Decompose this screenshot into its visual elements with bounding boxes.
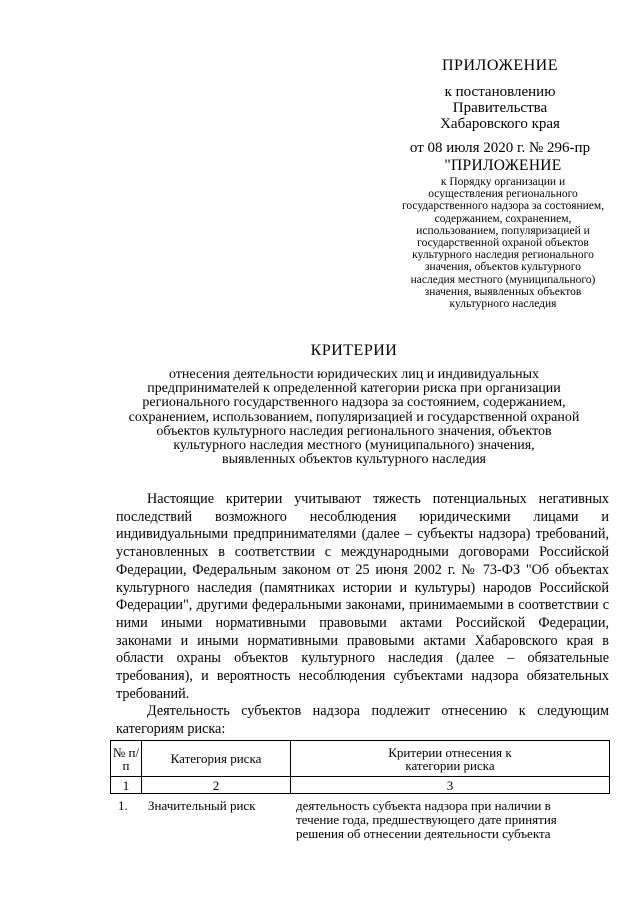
inner-appendix-line: культурного наследия xyxy=(449,298,557,311)
subtitle-line: культурного наследия местного (муниципального) значения, xyxy=(173,438,535,454)
subtitle-line: предпринимателей к определенной категории риска при организации xyxy=(147,381,561,397)
inner-appendix-line: государственного надзора за состоянием, xyxy=(401,200,605,213)
body-paragraph: Деятельность субъектов надзора подлежит отнесению к следующим категориям риска: xyxy=(116,703,609,737)
inner-appendix-line: государственной охраной объектов xyxy=(417,237,589,250)
criteria-line: течение года, предшествующего дате принятия xyxy=(296,812,557,827)
row-number: 1. xyxy=(118,798,128,813)
header-category: Категория риска xyxy=(142,741,291,777)
row-category: Значительный риск xyxy=(148,798,256,813)
inner-appendix-line: значения, выявленных объектов xyxy=(424,285,582,298)
body-paragraph: Настоящие критерии учитывают тяжесть потенциальных негативных последствий возможного несоблюдения юридическими лицами и индивидуальными предпринимателями (далее – субъекты надзора) требований, установленных в соответствии с международными договорами Российской Федерации, Федеральным законом от 25 июня 2002 г. № 73-ФЗ "Об объектах культурного наследия (памятниках истории и культуры) народов Российской Федерации", другими федеральными законами, принимаемыми в соответствии с ними иными нормативными правовыми актами Российской Федерации, законами и иными нормативными правовыми актами Хабаровского края в области охраны объектов культурного наследия (далее – обязательные требования), и вероятность несоблюдения субъектами надзора обязательных требований. xyxy=(116,491,609,702)
criteria-line: деятельность субъекта надзора при наличии в xyxy=(296,798,551,813)
row-criteria xyxy=(296,799,608,841)
appendix-heading: ПРИЛОЖЕНИЕ xyxy=(441,57,558,74)
header-criteria-text: Критерии отнесения к категории риска xyxy=(388,744,512,773)
document-title: КРИТЕРИИ xyxy=(310,342,398,359)
inner-appendix-line: культурного наследия регионального xyxy=(412,249,594,262)
subtitle-line: объектов культурного наследия регионального значения, объектов xyxy=(156,423,552,439)
criteria-line: решения об отнесении деятельности субъекта xyxy=(296,826,551,841)
column-number: 2 xyxy=(142,777,291,794)
table-header-row xyxy=(111,741,610,777)
column-number: 1 xyxy=(111,777,142,794)
appendix-line: к постановлению xyxy=(444,84,556,100)
inner-appendix-line: значения, объектов культурного xyxy=(425,261,581,274)
appendix-line: от 08 июля 2020 г. № 296-пр xyxy=(409,140,591,156)
document-subtitle xyxy=(100,368,608,467)
inner-appendix-line: осуществления регионального xyxy=(428,188,578,201)
column-number: 3 xyxy=(291,777,610,794)
subtitle-line: регионального государственного надзора за состоянием, содержанием, xyxy=(142,395,566,411)
subtitle-line: отнесения деятельности юридических лиц и индивидуальных xyxy=(168,367,540,382)
inner-appendix-line: к Порядку организации и xyxy=(440,176,566,188)
appendix-line: Хабаровского края xyxy=(440,116,560,132)
inner-appendix-heading: "ПРИЛОЖЕНИЕ xyxy=(444,157,562,174)
table-column-numbers-row xyxy=(111,777,610,794)
subtitle-line: выявленных объектов культурного наследия xyxy=(222,452,486,468)
inner-appendix-line: содержанием, сохранением, xyxy=(434,212,572,225)
inner-appendix-line: использованием, популяризацией и xyxy=(416,224,590,237)
inner-appendix-block xyxy=(390,158,616,310)
appendix-line: Правительства xyxy=(452,100,548,116)
appendix-block xyxy=(380,58,620,156)
header-num: № п/п xyxy=(111,741,142,777)
risk-categories-table xyxy=(110,740,610,794)
inner-appendix-line: наследия местного (муниципального) xyxy=(410,273,596,286)
header-criteria xyxy=(291,741,610,777)
subtitle-line: сохранением, использованием, популяризацией и государственной охраной xyxy=(128,409,580,425)
